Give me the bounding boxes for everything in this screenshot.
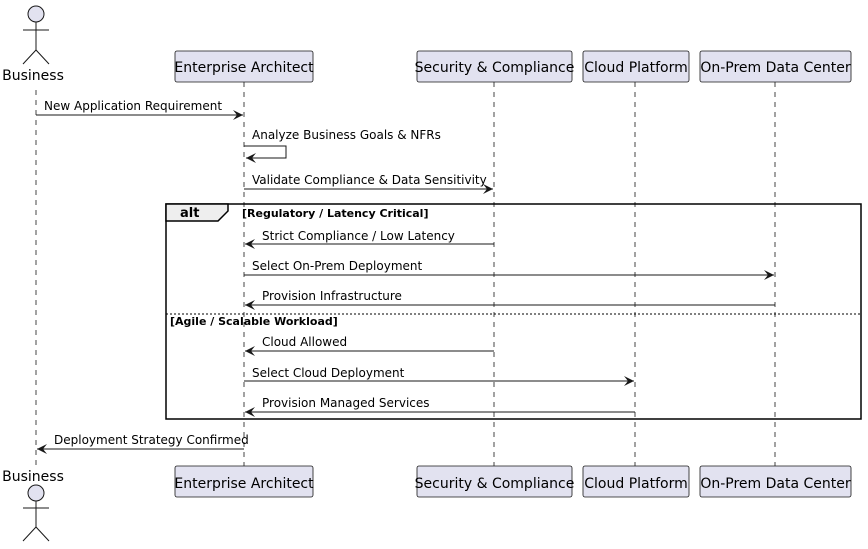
message-label: Analyze Business Goals & NFRs xyxy=(252,128,441,142)
message-label: Select On-Prem Deployment xyxy=(252,259,423,273)
participant-onprem-bottom xyxy=(700,466,851,497)
message-8 xyxy=(244,366,634,381)
participant-sec-top xyxy=(415,51,575,82)
message-9 xyxy=(245,396,635,412)
participant-label-cloud: Cloud Platform xyxy=(584,60,688,76)
participant-ea-bottom xyxy=(174,466,314,497)
message-5 xyxy=(244,259,774,275)
actor-business-top xyxy=(2,6,64,84)
message-label: New Application Requirement xyxy=(44,99,223,113)
message-1 xyxy=(36,99,243,115)
participant-sec-bottom xyxy=(415,466,575,497)
participant-label-sec: Security & Compliance xyxy=(414,476,575,492)
fragment-condition-1: [Regulatory / Latency Critical] xyxy=(242,207,429,220)
participant-label-ea: Enterprise Architect xyxy=(174,60,314,76)
actor-figure-icon xyxy=(23,485,49,541)
message-4 xyxy=(245,229,494,244)
message-3 xyxy=(244,173,493,189)
message-6 xyxy=(245,289,775,305)
message-2 xyxy=(244,128,441,158)
participant-cloud-top xyxy=(583,51,689,82)
message-7 xyxy=(245,335,494,351)
fragment-keyword: alt xyxy=(180,206,200,221)
message-label: Deployment Strategy Confirmed xyxy=(54,433,249,447)
actor-business-bottom xyxy=(2,469,64,541)
message-label: Strict Compliance / Low Latency xyxy=(262,229,455,243)
participant-ea-top xyxy=(174,51,314,82)
participant-label-business: Business xyxy=(2,469,64,485)
participant-label-sec: Security & Compliance xyxy=(414,60,575,76)
message-label: Provision Managed Services xyxy=(262,396,430,410)
fragment-condition-2: [Agile / Scalable Workload] xyxy=(170,315,338,328)
participant-label-cloud: Cloud Platform xyxy=(584,476,688,492)
participant-label-onprem: On-Prem Data Center xyxy=(700,60,851,76)
participant-label-ea: Enterprise Architect xyxy=(174,476,314,492)
message-label: Provision Infrastructure xyxy=(262,289,402,303)
message-10 xyxy=(37,433,249,449)
participant-onprem-top xyxy=(700,51,851,82)
participant-label-onprem: On-Prem Data Center xyxy=(700,476,851,492)
message-label: Select Cloud Deployment xyxy=(252,366,405,380)
participant-cloud-bottom xyxy=(583,466,689,497)
participant-label-business: Business xyxy=(2,68,64,84)
message-label: Validate Compliance & Data Sensitivity xyxy=(252,173,487,187)
message-arrow-self xyxy=(244,146,286,158)
actor-figure-icon xyxy=(23,6,49,64)
message-label: Cloud Allowed xyxy=(262,335,348,349)
